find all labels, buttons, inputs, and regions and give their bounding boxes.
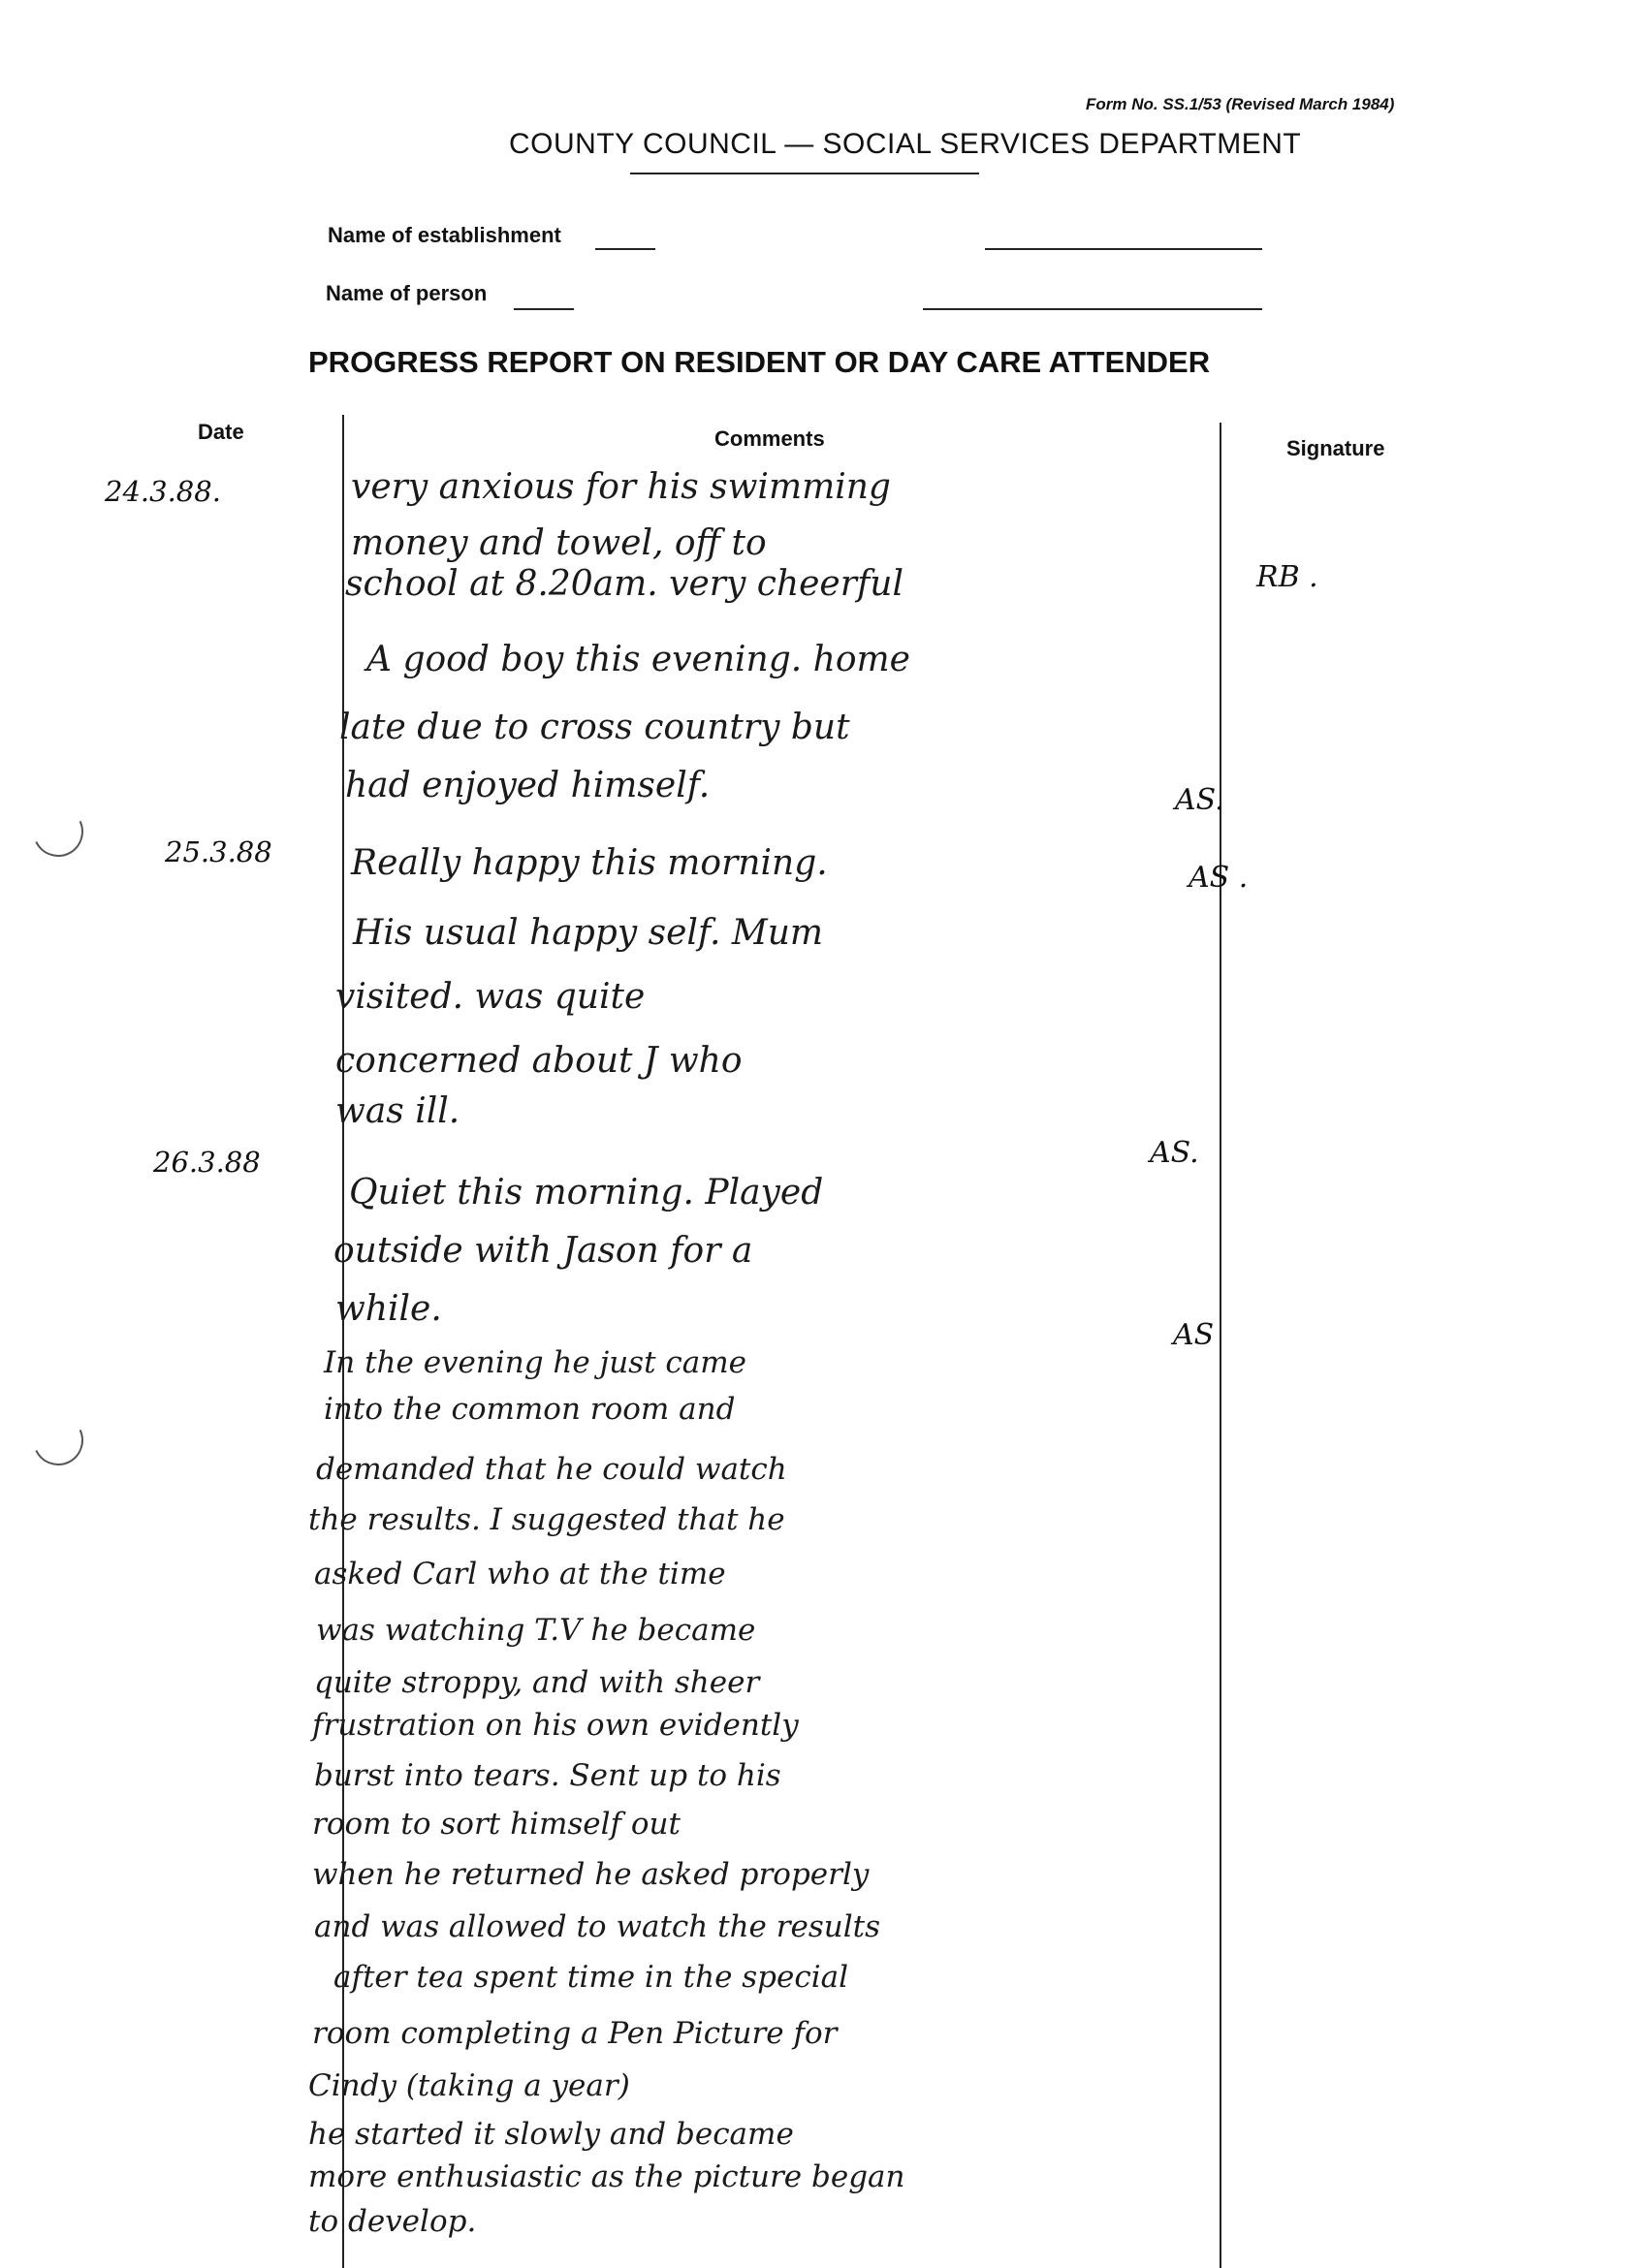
comment-line: demanded that he could watch xyxy=(316,1452,787,1487)
punch-hole xyxy=(26,1408,91,1473)
comment-line: after tea spent time in the special xyxy=(333,1960,849,1995)
entry-signature: AS . xyxy=(1188,861,1249,895)
comment-line: burst into tears. Sent up to his xyxy=(314,1758,781,1793)
entry-signature: RB . xyxy=(1256,560,1318,594)
person-label: Name of person xyxy=(326,281,488,305)
comment-line: Quiet this morning. Played xyxy=(349,1173,824,1213)
comment-line: he started it slowly and became xyxy=(308,2117,794,2152)
comment-line: Really happy this morning. xyxy=(351,843,828,883)
comment-line: visited. was quite xyxy=(335,977,646,1017)
comment-line: the results. I suggested that he xyxy=(308,1502,785,1537)
comment-line: His usual happy self. Mum xyxy=(353,913,824,953)
comment-line: while. xyxy=(335,1289,442,1329)
comment-line: to develop. xyxy=(308,2204,477,2239)
entry-signature: AS xyxy=(1173,1318,1215,1352)
signature-column-header: Signature xyxy=(1286,436,1385,460)
comment-line: into the common room and xyxy=(324,1392,736,1427)
comment-line: outside with Jason for a xyxy=(333,1231,753,1271)
comment-line: room completing a Pen Picture for xyxy=(312,2016,838,2051)
comment-line: when he returned he asked properly xyxy=(312,1857,870,1892)
date-column-header: Date xyxy=(198,420,244,444)
entry-date: 25.3.88 xyxy=(165,835,272,868)
comment-line: late due to cross country but xyxy=(339,708,850,747)
form-number: Form No. SS.1/53 (Revised March 1984) xyxy=(1086,95,1395,113)
redaction xyxy=(574,289,923,312)
entry-date: 26.3.88 xyxy=(153,1146,261,1179)
entry-signature: AS. xyxy=(1175,783,1224,817)
council-title-underline xyxy=(630,173,979,174)
report-title: PROGRESS REPORT ON RESIDENT OR DAY CARE ATTENDER xyxy=(308,345,1211,379)
comment-line: had enjoyed himself. xyxy=(345,766,711,805)
comment-line: concerned about J who xyxy=(335,1041,743,1081)
comment-line: In the evening he just came xyxy=(324,1345,746,1380)
comment-line: very anxious for his swimming xyxy=(351,467,891,507)
entry-date: 24.3.88. xyxy=(105,475,221,508)
comment-line: room to sort himself out xyxy=(312,1807,681,1842)
signature-column-rule xyxy=(1220,423,1221,2268)
comment-line: money and towel, off to xyxy=(351,523,767,563)
comment-line: asked Carl who at the time xyxy=(314,1557,726,1591)
entry-signature: AS. xyxy=(1150,1136,1199,1170)
comment-line: and was allowed to watch the results xyxy=(314,1909,881,1944)
comment-line: was watching T.V he became xyxy=(316,1613,756,1648)
comment-line: frustration on his own evidently xyxy=(312,1708,799,1743)
comment-line: school at 8.20am. very cheerful xyxy=(345,564,903,604)
punch-hole xyxy=(26,800,91,865)
establishment-label: Name of establishment xyxy=(328,223,561,247)
redaction xyxy=(655,229,985,252)
comment-line: was ill. xyxy=(335,1091,460,1131)
council-title: COUNTY COUNCIL — SOCIAL SERVICES DEPARTMENT xyxy=(509,128,1302,160)
comment-line: A good boy this evening. home xyxy=(366,640,910,679)
comment-line: more enthusiastic as the picture began xyxy=(308,2159,905,2194)
comments-column-header: Comments xyxy=(714,426,825,451)
comment-line: quite stroppy, and with sheer xyxy=(314,1665,760,1700)
comment-line: Cindy (taking a year) xyxy=(308,2068,630,2103)
